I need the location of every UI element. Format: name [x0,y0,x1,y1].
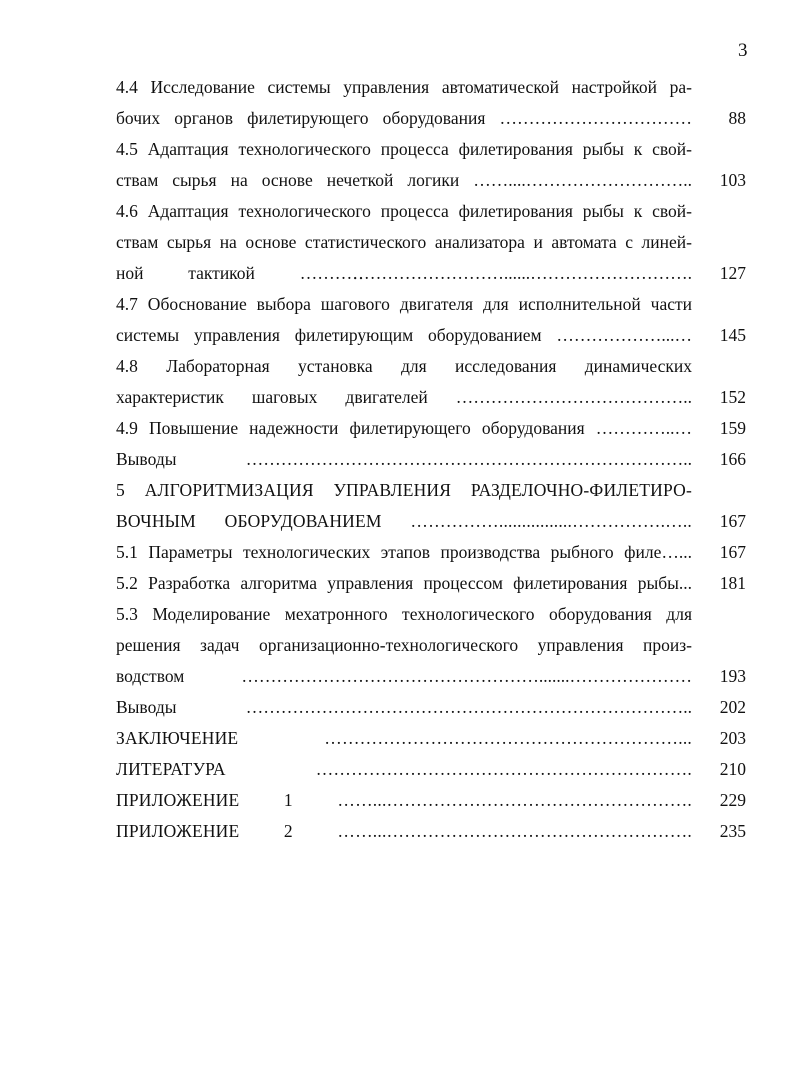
table-of-contents [116,72,746,847]
toc-entry-line: ПРИЛОЖЕНИЕ 1 ……...……………………………………………. [116,790,692,810]
toc-entry-line: 4.9 Повышение надежности филетирующего оборудования …………..… [116,418,692,438]
toc-entry-line: 5.2 Разработка алгоритма управления процессом филетирования рыбы... [116,573,692,593]
toc-entry-page-number: 229 [719,790,746,810]
toc-entry-5-1[interactable] [116,537,746,568]
toc-entry-line: 4.8 Лабораторная установка для исследования динамических [116,356,692,376]
toc-entry-4-7[interactable] [116,289,746,351]
toc-entry-4-5[interactable] [116,134,746,196]
toc-entry-page-number: 167 [719,542,746,562]
toc-entry-conclusion[interactable] [116,723,746,754]
toc-entry-4-9[interactable] [116,413,746,444]
toc-entry-line: водством …………………………………………….......………………… [116,666,692,686]
toc-entry-line: 5 АЛГОРИТМИЗАЦИЯ УПРАВЛЕНИЯ РАЗДЕЛОЧНО-ФИЛЕТИРО- [116,480,692,500]
toc-entry-page-number: 203 [719,728,746,748]
toc-entry-literature[interactable] [116,754,746,785]
toc-entry-line: ствам сырья на основе статистического анализатора и автомата с линей- [116,232,692,252]
toc-entry-page-number: 181 [719,573,746,593]
toc-entry-line: Выводы ………………………………………………………………….. [116,697,692,717]
toc-entry-page-number: 145 [719,325,746,345]
toc-entry-conclusions-4[interactable] [116,444,746,475]
toc-entry-page-number: 193 [719,666,746,686]
toc-entry-line: Выводы ………………………………………………………………….. [116,449,692,469]
toc-entry-line: ЛИТЕРАТУРА ………………………………………………………. [116,759,692,779]
toc-entry-conclusions-5[interactable] [116,692,746,723]
toc-entry-line: ВОЧНЫМ ОБОРУДОВАНИЕМ ……………................…………….….. [116,511,692,531]
toc-entry-5-2[interactable] [116,568,746,599]
toc-entry-page-number: 166 [719,449,746,469]
toc-entry-4-8[interactable] [116,351,746,413]
toc-entry-line: 5.3 Моделирование мехатронного технологического оборудования для [116,604,692,624]
toc-entry-page-number: 103 [719,170,746,190]
toc-entry-4-6[interactable] [116,196,746,289]
toc-entry-line: системы управления филетирующим оборудованием ………………...… [116,325,692,345]
toc-entry-appendix-2[interactable] [116,816,746,847]
toc-entry-line: 4.7 Обоснование выбора шагового двигателя для исполнительной части [116,294,692,314]
toc-entry-line: ствам сырья на основе нечеткой логики ……....……………………….. [116,170,692,190]
toc-entry-line: ной тактикой ………‥……………………......………………………. [116,263,692,283]
toc-entry-line: ПРИЛОЖЕНИЕ 2 ……...……………………………………………. [116,821,692,841]
toc-entry-4-4[interactable] [116,72,746,134]
toc-entry-page-number: 159 [719,418,746,438]
toc-entry-line: решения задач организационно-технологического управления произ- [116,635,692,655]
toc-entry-page-number: 152 [719,387,746,407]
toc-entry-page-number: 127 [719,263,746,283]
toc-entry-page-number: 202 [719,697,746,717]
toc-entry-page-number: 210 [719,759,746,779]
toc-entry-line: 4.6 Адаптация технологического процесса филетирования рыбы к свой- [116,201,692,221]
toc-entry-line: бочих органов филетирующего оборудования …………………………… [116,108,692,128]
toc-entry-line: 4.4 Исследование системы управления автоматической настройкой ра- [116,77,692,97]
toc-entry-page-number: 167 [719,511,746,531]
toc-entry-chapter-5[interactable] [116,475,746,537]
toc-entry-page-number: 235 [719,821,746,841]
toc-entry-line: ЗАКЛЮЧЕНИЕ ……………………………………………………... [116,728,692,748]
toc-entry-line: 5.1 Параметры технологических этапов производства рыбного филе…... [116,542,692,562]
toc-entry-appendix-1[interactable] [116,785,746,816]
page-number: 3 [738,40,748,61]
toc-entry-line: характеристик шаговых двигателей ………………………………….. [116,387,692,407]
toc-entry-page-number: 88 [728,108,746,128]
toc-entry-line: 4.5 Адаптация технологического процесса филетирования рыбы к свой- [116,139,692,159]
toc-entry-5-3[interactable] [116,599,746,692]
